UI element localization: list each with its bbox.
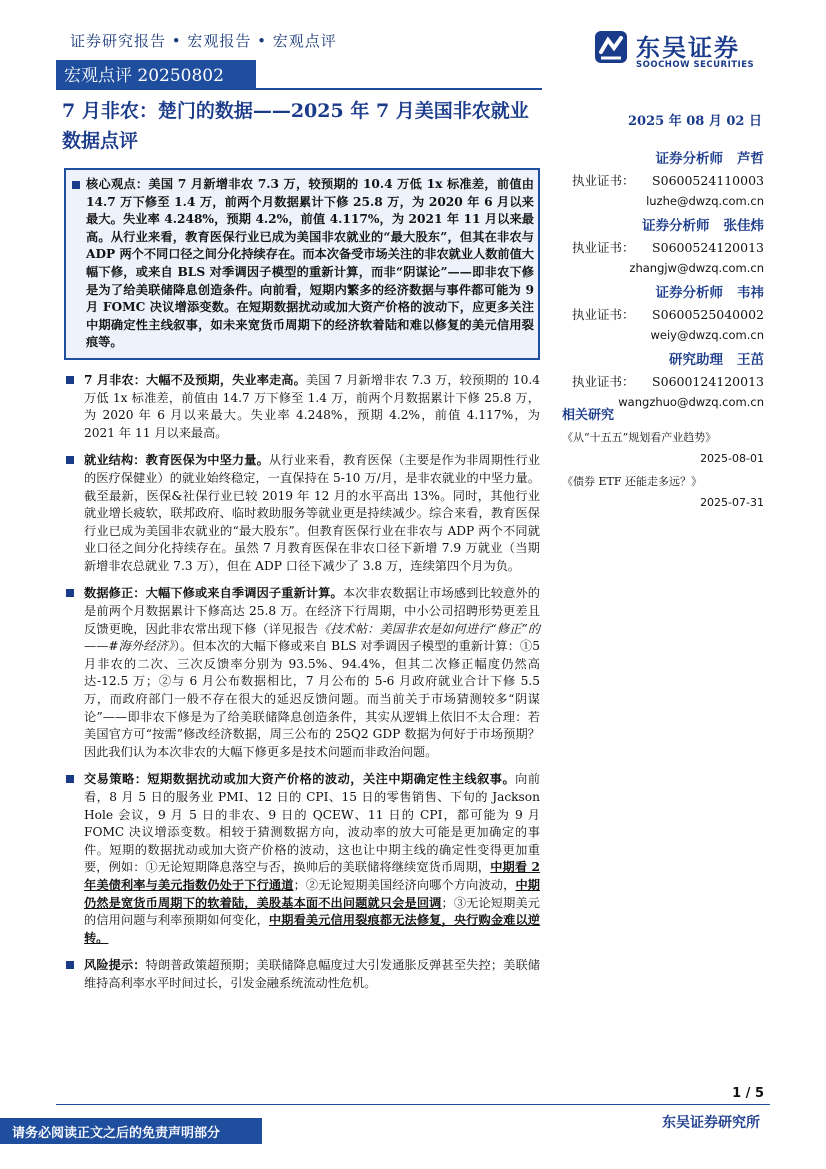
paragraph-lead: 就业结构：教育医保为中坚力量。 — [84, 453, 269, 468]
analyst-entry — [572, 349, 764, 412]
analyst-role: 证券分析师 芦哲 — [655, 151, 764, 167]
body-paragraph — [64, 372, 540, 442]
paragraph-lead: 7 月非农：大幅不及预期，失业率走高。 — [84, 372, 306, 387]
body-paragraph — [64, 771, 540, 947]
footer-institute: 东吴证券研究所 — [662, 1115, 760, 1131]
bullet-square-icon — [66, 589, 74, 597]
license-number: S0600524120013 — [652, 240, 764, 255]
bullet-square-icon — [66, 775, 74, 783]
related-research — [562, 406, 764, 514]
paragraph-text: ）。但本次的大幅下修或来自 BLS 对季调因子模型的重新计算：①5 月非农的二次、三次反馈率分别为 93.5%、94.4%，但其二次修正幅度仍然高达-12.5 万；②与 6 月公布数据相比，7 月公布的 5-6 月政府就业合计下修 5.5 万，而政府部门一般不存在很大的延迟反馈问题。而当前关于市场猜测较多“阴谋论”——即非农下修是为了给美联储降息创造条件，其实从逻辑上依旧不太合理：若美国官方可“按需”修改经济数据，周三公布的 25Q2 GDP 数据为何好于市场预期？因此我们认为本次非农的大幅下修更多是技术问题而非政治问题。 — [84, 639, 540, 759]
analyst-role: 研究助理 王茁 — [669, 352, 764, 368]
report-title: 7 月非农：楚门的数据——2025 年 7 月美国非农就业数据点评 — [62, 100, 529, 152]
soochow-logo-icon — [594, 30, 628, 64]
analyst-email[interactable]: luzhe@dwzq.com.cn — [646, 194, 764, 208]
paragraph-text: ；②无论短期美国经济向哪个方向波动， — [293, 877, 516, 892]
analyst-role: 证券分析师 韦祎 — [655, 285, 764, 301]
body-paragraph — [64, 452, 540, 575]
header-divider — [56, 88, 542, 90]
analyst-name: 芦哲 — [737, 151, 764, 167]
license-label: 执业证书： — [572, 307, 635, 322]
analyst-email[interactable]: zhangjw@dwzq.com.cn — [629, 261, 764, 275]
paragraph-lead: 风险提示： — [84, 958, 146, 973]
analyst-name: 韦祎 — [737, 285, 764, 301]
body-paragraph — [64, 957, 540, 992]
license-label: 执业证书： — [572, 173, 635, 188]
breadcrumb: 证券研究报告 • 宏观报告 • 宏观点评 — [70, 32, 337, 50]
analyst-entry — [572, 215, 764, 278]
analyst-email[interactable]: weiy@dwzq.com.cn — [650, 328, 764, 342]
logo-name-en: SOOCHOW SECURITIES — [636, 60, 755, 70]
disclaimer-notice[interactable]: 请务必阅读正文之后的免责声明部分 — [12, 1126, 221, 1141]
license-label: 执业证书： — [572, 374, 635, 389]
page-number: 1 / 5 — [732, 1086, 764, 1101]
logo-name-cn: 东吴证券 — [636, 33, 740, 62]
bullet-square-icon — [72, 181, 80, 189]
paragraph-lead: 核心观点：美国 7 月新增非农 7.3 万，较预期的 10.4 万低 1x 标准差，前值由 14.7 万下修至 1.4 万，前两个月数据累计下修 25.8 万，为 2020 年 6 月以来最大。失业率 4.248%，预期 4.2%，前值 4.117%，为 2021 年 11 月以来最高。从行业来看，教育医保行业已成为美国非农就业的“最大股东”，但其在非农与 ADP 两个不同口径之间分化持续存在。而本次备受市场关注的非农就业人数前值大幅下修，或来自 BLS 对季调因子模型的重新计算，而非“阴谋论”——即非农下修是为了给美联储降息创造条件。向前看，短期内繁多的经济数据与事件都可能为 9 月 FOMC 决议增添变数。在短期数据扰动或加大资产价格的波动下，应更多关注中期确定性主线叙事，如未来宽货币周期下的经济软着陆和难以修复的美元信用裂痕等。 — [86, 177, 534, 350]
highlighted-text: 中期看美元信用裂痕都无法修复，央行购金难以逆转。 — [84, 913, 540, 945]
analyst-list — [572, 148, 764, 416]
report-type: 宏观点评 20250802 — [64, 66, 224, 86]
bullet-square-icon — [66, 456, 74, 464]
related-heading: 相关研究 — [562, 408, 615, 423]
footer-divider — [56, 1104, 770, 1105]
highlighted-text: 中期仍然是宽货币周期下的软着陆，美股基本面不出问题就只会是回调 — [84, 877, 540, 910]
bullet-square-icon — [66, 961, 74, 969]
analyst-email[interactable]: wangzhuo@dwzq.com.cn — [618, 395, 764, 409]
paragraph-text: 特朗普政策超预期；美联储降息幅度过大引发通胀反弹甚至失控；美联储维持高利率水平时间过长，引发金融系统流动性危机。 — [84, 958, 540, 990]
license-number: S0600524110003 — [652, 173, 764, 188]
paragraph-text: 《技术帖：美国非农是如何进行“修正”的 ——#海外经济》 — [84, 621, 541, 654]
analyst-entry — [572, 282, 764, 345]
highlighted-text: 中期看 2 年美债利率与美元指数仍处于下行通道 — [84, 860, 540, 892]
analyst-entry — [572, 148, 764, 211]
related-item-title[interactable]: 《从“十五五”规划看产业趋势》 — [562, 431, 717, 444]
body-paragraph — [64, 585, 540, 761]
report-body — [64, 168, 540, 1003]
related-item-date: 2025-07-31 — [700, 496, 764, 509]
related-item-date: 2025-08-01 — [700, 452, 764, 465]
paragraph-lead: 数据修正：大幅下修或来自季调因子重新计算。 — [84, 586, 343, 601]
related-item-title[interactable]: 《债券 ETF 还能走多远？》 — [562, 475, 702, 488]
paragraph-text: 向前看，8 月 5 日的服务业 PMI、12 日的 CPI、15 日的零售销售、下旬的 Jackson Hole 会议，9 月 5 日的非农、9 日的 QCEW、11 日的 CPI，都可能为 9 月 FOMC 决议增添变数。相较于猜测数据方向，波动率的放大可能是更加确定的事件。短期的数据扰动或加大资产价格的波动，这也让中期主线的确定性变得更加重要，例如：①无论短期降息落空与否，换帅后的美联储将继续宽货币周期， — [84, 772, 541, 875]
analyst-name: 王茁 — [737, 352, 764, 368]
paragraph-text: ；③无论短期美元的信用问题与利率预期如何变化， — [84, 895, 540, 928]
bullet-square-icon — [66, 376, 74, 384]
paragraph-lead: 交易策略：短期数据扰动或加大资产价格的波动，关注中期确定性主线叙事。 — [84, 772, 516, 787]
license-label: 执业证书： — [572, 240, 635, 255]
paragraph-text: 本次非农数据让市场感到比较意外的是前两个月数据累计下修高达 25.8 万。在经济下行周期，中小公司招聘形势更差且反馈更晚，因此非农常出现下修（详见报告 — [84, 586, 540, 636]
license-number: S0600525040002 — [652, 307, 764, 322]
analyst-name: 张佳炜 — [723, 218, 764, 234]
license-number: S0600124120013 — [652, 374, 764, 389]
paragraph-text: 从行业来看，教育医保（主要是作为非周期性行业的医疗保健业）的就业始终稳定，一直保持在 5-10 万/月，是非农就业的中坚力量。截至最新，医保&社保行业已较 2019 年 12 月的水平高出 13%。同时，其他行业就业增长疲软，联邦政府、临时救助服务等就业更是持续减少。综合来看，教育医保行业已成为美国非农就业的“最大股东”。但教育医保行业在非农与 ADP 两个不同就业口径之间分化持续存在。虽然 7 月教育医保在非农口径下新增 7.9 万就业（当期新增非农总就业 7.3 万），但在 ADP 口径下减少了 3.8 万，连续第四个月为负。 — [84, 453, 540, 573]
paragraph-text: 美国 7 月新增非农 7.3 万，较预期的 10.4 万低 1x 标准差，前值由 14.7 万下修至 1.4 万，前两个月数据累计下修 25.8 万，为 2020 年 6 月以来最大。失业率 4.248%，预期 4.2%，前值 4.117%，为 2021 年 11 月以来最高。 — [84, 372, 540, 440]
report-date: 2025 年 08 月 02 日 — [628, 114, 762, 129]
analyst-role: 证券分析师 张佳炜 — [642, 218, 764, 234]
key-points-box — [64, 168, 540, 360]
